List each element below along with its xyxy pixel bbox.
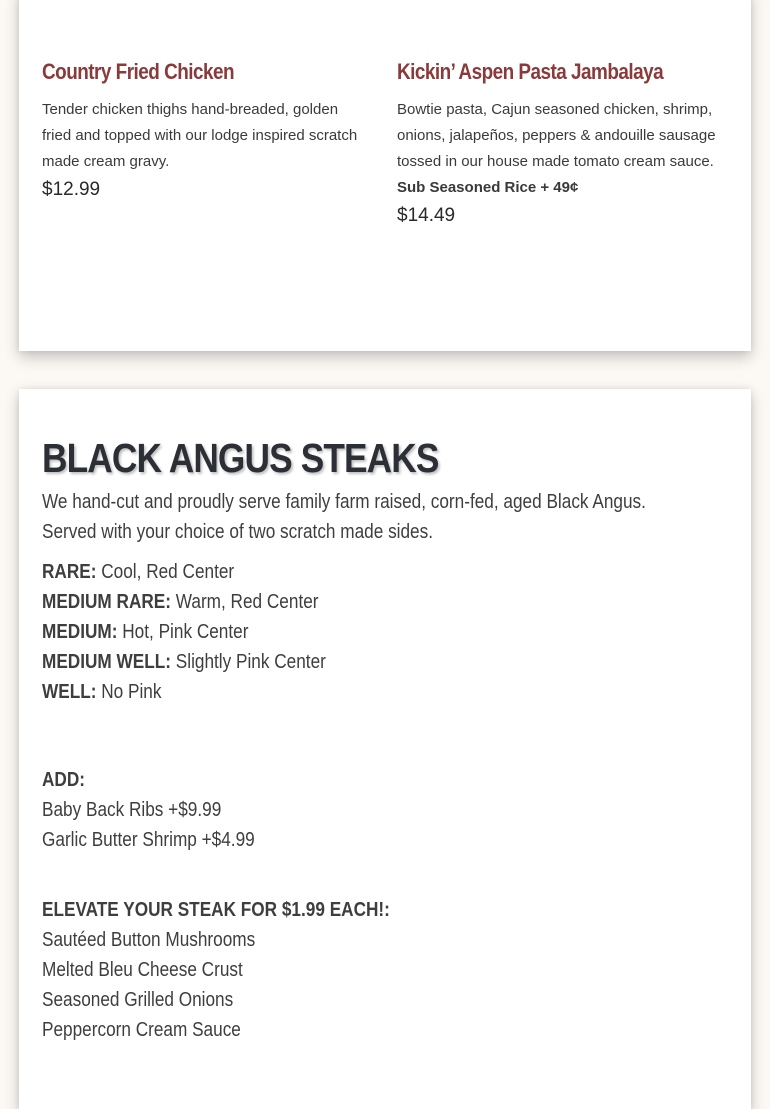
doneness-label: MEDIUM: (42, 621, 118, 643)
intro-line: We hand-cut and proudly serve family farm raised, corn-fed, aged Black Angus. (42, 491, 646, 513)
section-heading: BLACK ANGUS STEAKS (42, 435, 439, 481)
menu-item-pasta-jambalaya (397, 56, 722, 231)
add-ons (42, 765, 289, 855)
doneness-text: Warm, Red Center (175, 591, 319, 613)
doneness-text: Cool, Red Center (101, 561, 235, 583)
doneness-row (42, 587, 326, 617)
doneness-label: MEDIUM WELL: (42, 651, 171, 673)
doneness-text: No Pink (101, 681, 162, 703)
doneness-text: Slightly Pink Center (175, 651, 326, 673)
doneness-row (42, 617, 326, 647)
item-extra-option: Sub Seasoned Rice + 49¢ (397, 179, 579, 196)
section-intro (42, 487, 744, 547)
elevate-option: Seasoned Grilled Onions (42, 989, 234, 1011)
item-description: Bowtie pasta, Cajun seasoned chicken, shrimp, onions, jalapeños, peppers & andouille sausage tossed in our house made tomato cream sauce. (397, 101, 716, 170)
doneness-label: WELL: (42, 681, 97, 703)
item-price: $12.99 (42, 179, 101, 200)
add-on-option: Baby Back Ribs +$9.99 (42, 799, 222, 821)
doneness-label: RARE: (42, 561, 97, 583)
doneness-text: Hot, Pink Center (122, 621, 249, 643)
item-price: $14.49 (397, 205, 456, 226)
elevate-option: Sautéed Button Mushrooms (42, 929, 256, 951)
doneness-row (42, 557, 326, 587)
add-ons-label: ADD: (42, 769, 85, 791)
doneness-guide (42, 557, 372, 707)
elevate-options (42, 895, 447, 1045)
elevate-option: Melted Bleu Cheese Crust (42, 959, 243, 981)
intro-line: Served with your choice of two scratch made sides. (42, 521, 434, 543)
doneness-row (42, 677, 326, 707)
doneness-row (42, 647, 326, 677)
add-on-option: Garlic Butter Shrimp +$4.99 (42, 829, 255, 851)
item-title: Kickin’ Aspen Pasta Jambalaya (397, 59, 664, 84)
elevate-option: Peppercorn Cream Sauce (42, 1019, 241, 1041)
elevate-label: ELEVATE YOUR STEAK FOR $1.99 EACH!: (42, 899, 390, 921)
doneness-label: MEDIUM RARE: (42, 591, 171, 613)
menu-item-country-fried-chicken (42, 56, 367, 205)
entrees-card (19, 0, 751, 351)
item-title: Country Fried Chicken (42, 59, 235, 84)
steaks-card (19, 389, 751, 1109)
item-description: Tender chicken thighs hand-breaded, golden fried and topped with our lodge inspired scratch made cream gravy. (42, 101, 358, 170)
